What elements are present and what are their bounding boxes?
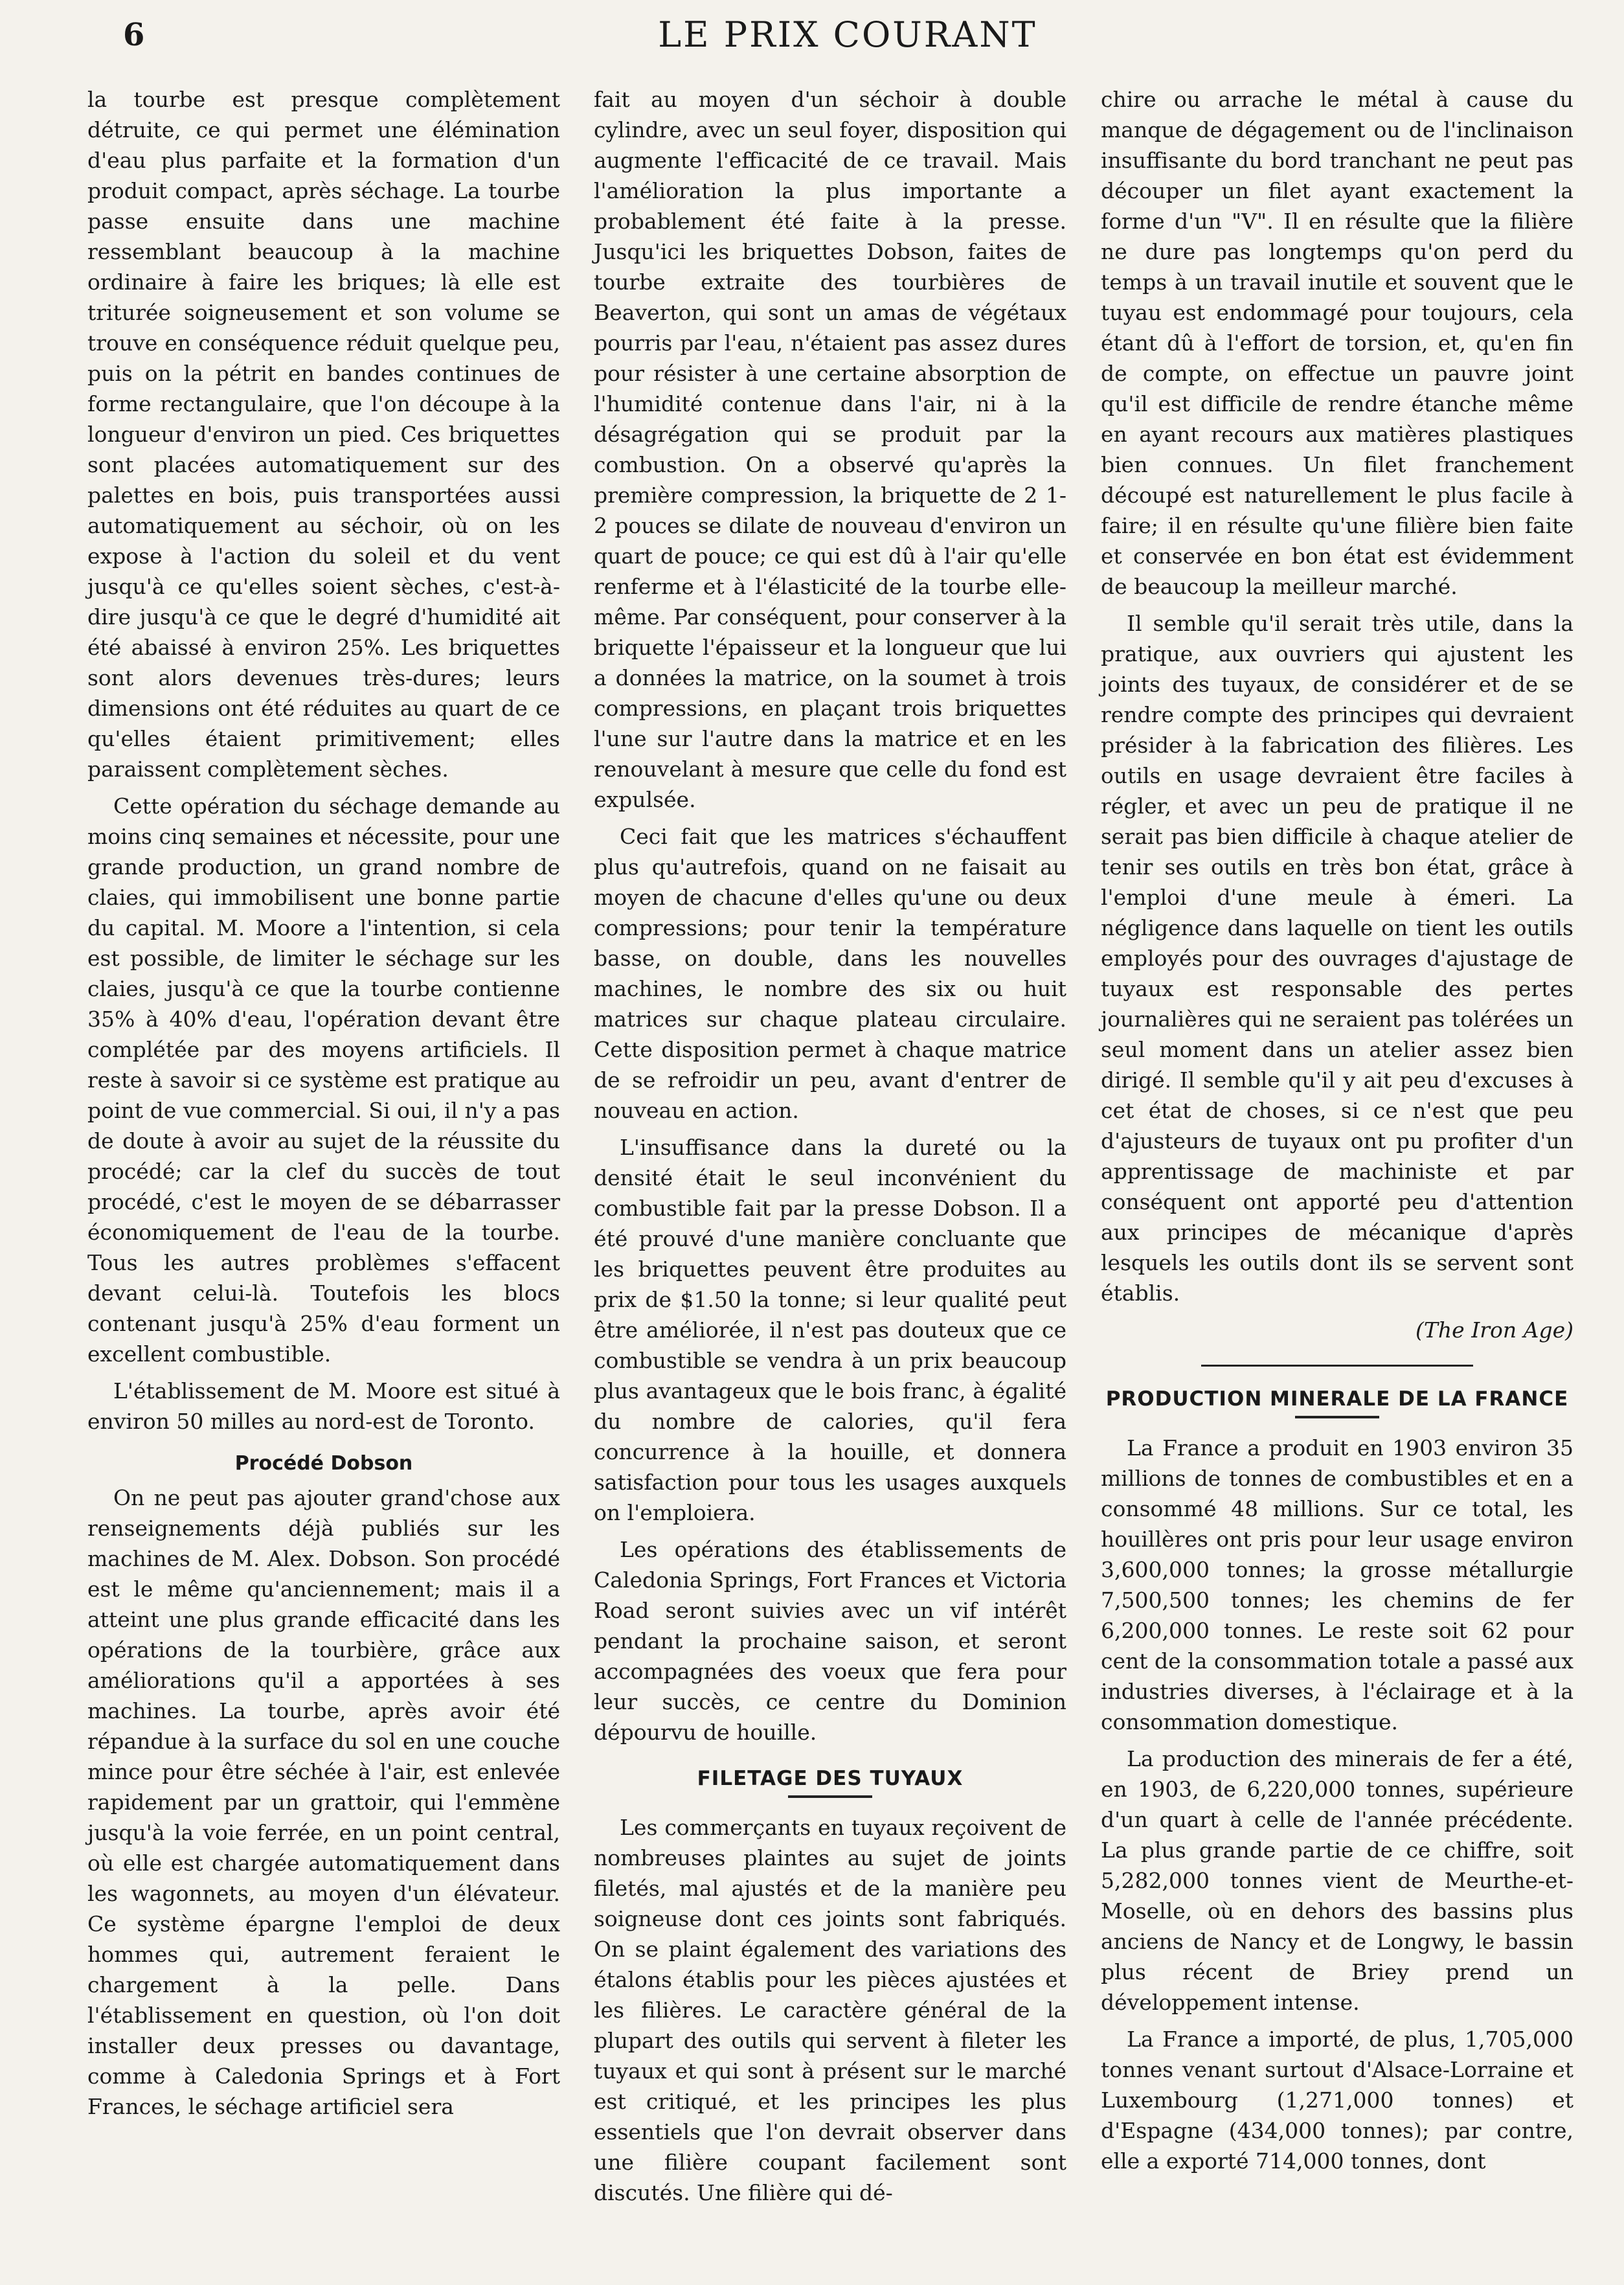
column-2 [594,84,1066,2214]
heading-rule [788,1795,872,1798]
heading-rule [1295,1416,1379,1418]
paragraph: La France a produit en 1903 environ 35 millions de tonnes de combustibles et en a consommé 48 millions. Sur ce total, les houillères ont pris pour leur usage environ 3,600,000 tonnes; la grosse métallurgie 7,500,500 tonnes; les chemins de fer 6,200,000 tonnes. Le reste soit 62 pour cent de la consommation totale a passé aux industries diverses, à l'éclairage et à la consommation domestique. [1101,1435,1573,1734]
paragraph: chire ou arrache le métal à cause du manque de dégagement ou de l'inclinaison insuffisante du bord tranchant ne peut pas découper un filet ayant exactement la forme d'un "V". Il en résulte que la filière ne dure pas longtemps qu'on perd du temps à un travail inutile et souvent que le tuyau est endommagé pour toujours, cela étant dû à l'effort de torsion, et, qu'en fin de compte, on effectue un pauvre joint qu'il est difficile de rendre étanche même en ayant recours aux matières plastiques bien connues. Un filet franchement découpé est naturellement le plus facile à faire; il en résulte qu'une filière bien faite et conservée en bon état est évidemment de beaucoup la meilleur marché. [1101,87,1573,599]
section-divider [1201,1365,1473,1367]
column-3 [1101,84,1573,2183]
paragraph: Il semble qu'il serait très utile, dans la pratique, aux ouvriers qui ajustent les joints des tuyaux, de considérer et de se rendre compte des principes qui devraient présider à la fabrication des filières. Les outils en usage devraient être faciles à régler, et avec un peu de pratique il ne serait pas bien difficile à chaque atelier de tenir ses outils en très bon état, grâce à l'emploi d'une meule à émeri. La négligence dans laquelle on tient les outils employés pour des ouvrages d'ajustage de tuyaux est responsable des pertes journalières qui ne seraient pas tolérées un seul moment dans un atelier assez bien dirigé. Il semble qu'il y ait peu d'excuses à cet état de choses, si ce n'est que peu d'ajusteurs de tuyaux ont pu profiter d'un apprentissage de machiniste et par conséquent ont apporté peu d'attention aux principes de mécanique d'après lesquels les outils dont ils se servent sont établis. [1101,611,1573,1306]
subheading-procede-dobson: Procédé Dobson [234,1452,413,1475]
paragraph: Ceci fait que les matrices s'échauffent plus qu'autrefois, quand on ne faisait au moyen de chacune d'elles qu'une ou deux compressions; pour tenir la température basse, on double, dans les nouvelles machines, le nombre des six ou huit matrices sur chaque plateau circulaire. Cette disposition permet à chaque matrice de se refroidir un peu, avant d'entrer de nouveau en action. [594,824,1066,1123]
paragraph: Les commerçants en tuyaux reçoivent de nombreuses plaintes au sujet de joints filetés, mal ajustés et de la manière peu soigneuse dont ces joints sont fabriqués. On se plaint également des variations des étalons établis pour les pièces ajustées et les filières. Le caractère général de la plupart des outils qui servent à fileter les tuyaux et qui sont à présent sur le marché est critiqué, et les principes les plus essentiels que l'on devrait observer dans une filière coupant facilement sont discutés. Une filière qui dé- [594,1815,1066,2205]
heading-production-minerale: PRODUCTION MINERALE DE LA FRANCE [1105,1387,1569,1411]
paragraph: On ne peut pas ajouter grand'chose aux renseignements déjà publiés sur les machines de M. Alex. Dobson. Son procédé est le même qu'anciennement; mais il a atteint une plus grande efficacité dans les opérations de la tourbière, grâce aux améliorations qu'il a apportées à ses machines. La tourbe, après avoir été répandue à la surface du sol en une couche mince pour être séchée à l'air, est enlevée rapidement par un grattoir, qui l'emmène jusqu'à la voie ferrée, en un point central, où elle est chargée automatiquement dans les wagonnets, au moyen d'un élévateur. Ce système épargne l'emploi de deux hommes qui, autrement feraient le chargement à la pelle. Dans l'établissement en question, où l'on doit installer deux presses ou davantage, comme à Caledonia Springs et à Fort Frances, le séchage artificiel sera [87,1485,560,2119]
page-number: 6 [123,17,145,53]
page-header [123,14,1572,66]
paragraph: Les opérations des établissements de Caledonia Springs, Fort Frances et Victoria Road seront suivies avec un vif intérêt pendant la prochaine saison, et seront accompagnées des voeux que fera pour leur succès, ce centre du Dominion dépourvu de houille. [594,1537,1066,1745]
column-1 [87,84,560,2128]
paragraph: la tourbe est presque complètement détruite, ce qui permet une élémination d'eau plus parfaite et la formation d'un produit compact, après séchage. La tourbe passe ensuite dans une machine ressemblant beaucoup à la machine ordinaire à faire les briques; là elle est triturée soigneusement et son volume se trouve en conséquence réduit quelque peu, puis on la pétrit en bandes continues de forme rectangulaire, que l'on découpe à la longueur d'environ un pied. Ces briquettes sont placées automatiquement sur des palettes en bois, puis transportées aussi automatiquement au séchoir, où on les expose à l'action du soleil et du vent jusqu'à ce qu'elles soient sèches, c'est-à-dire jusqu'à ce que le degré d'humidité ait été abaissé à environ 25%. Les briquettes sont alors devenues très-dures; leurs dimensions ont été réduites au quart de ce qu'elles étaient primitivement; elles paraissent complètement sèches. [87,87,560,782]
paragraph: La France a importé, de plus, 1,705,000 tonnes venant surtout d'Alsace-Lorraine et Luxembourg (1,271,000 tonnes) et d'Espagne (434,000 tonnes); par contre, elle a exporté 714,000 tonnes, dont [1101,2027,1573,2174]
paragraph: L'établissement de M. Moore est situé à environ 50 milles au nord-est de Toronto. [87,1378,560,1434]
paragraph: La production des minerais de fer a été, en 1903, de 6,220,000 tonnes, supérieure d'un quart à celle de l'année précédente. La plus grande partie de ce chiffre, soit 5,282,000 tonnes vient de Meurthe-et-Moselle, où en dehors des bassins plus anciens de Nancy et de Longwy, le bassin plus récent de Briey prend un développement intense. [1101,1746,1573,2015]
paragraph: fait au moyen d'un séchoir à double cylindre, avec un seul foyer, disposition qui augmente l'efficacité de ce travail. Mais l'amélioration la plus importante a probablement été faite à la presse. Jusqu'ici les briquettes Dobson, faites de tourbe extraite des tourbières de Beaverton, qui sont un amas de végétaux pourris par l'eau, n'étaient pas assez dures pour résister à une certaine absorption de l'humidité contenue dans l'air, ni à la désagrégation qui se produit par la combustion. On a observé qu'après la première compression, la briquette de 2 1-2 pouces se dilate de nouveau d'environ un quart de pouce; ce qui est dû à l'air qu'elle renferme et à l'élasticité de la tourbe elle-même. Par conséquent, pour conserver à la briquette l'épaisseur et la longueur que lui a données la matrice, on la soumet à trois compressions, en plaçant trois briquettes l'une sur l'autre dans la matrice et en les renouvelant à mesure que celle du fond est expulsée. [594,87,1066,812]
masthead-title: LE PRIX COURANT [658,14,1037,55]
article-source: (The Iron Age) [1415,1317,1573,1343]
heading-filetage-des-tuyaux: FILETAGE DES TUYAUX [697,1767,964,1790]
paragraph: L'insuffisance dans la dureté ou la densité était le seul inconvénient du combustible fait par la presse Dobson. Il a été prouvé d'une manière concluante que les briquettes peuvent être produites au prix de $1.50 la tonne; si leur qualité peut être améliorée, il n'est pas douteux que ce combustible se vendra à un prix beaucoup plus avantageux que le bois franc, à égalité du nombre de calories, qu'il fera concurrence à la houille, et donnera satisfaction pour tous les usages auxquels on l'emploiera. [594,1135,1066,1525]
paragraph: Cette opération du séchage demande au moins cinq semaines et nécessite, pour une grande production, un grand nombre de claies, qui immobilisent une bonne partie du capital. M. Moore a l'intention, si cela est possible, de limiter le séchage sur les claies, jusqu'à ce que la tourbe contienne 35% à 40% d'eau, l'opération devant être complétée par des moyens artificiels. Il reste à savoir si ce système est pratique au point de vue commercial. Si oui, il n'y a pas de doute à avoir au sujet de la réussite du procédé; car la clef du succès de tout procédé, c'est le moyen de se débarrasser économiquement de l'eau de la tourbe. Tous les autres problèmes s'effacent devant celui-là. Toutefois les blocs contenant jusqu'à 25% d'eau forment un excellent combustible. [87,793,560,1367]
